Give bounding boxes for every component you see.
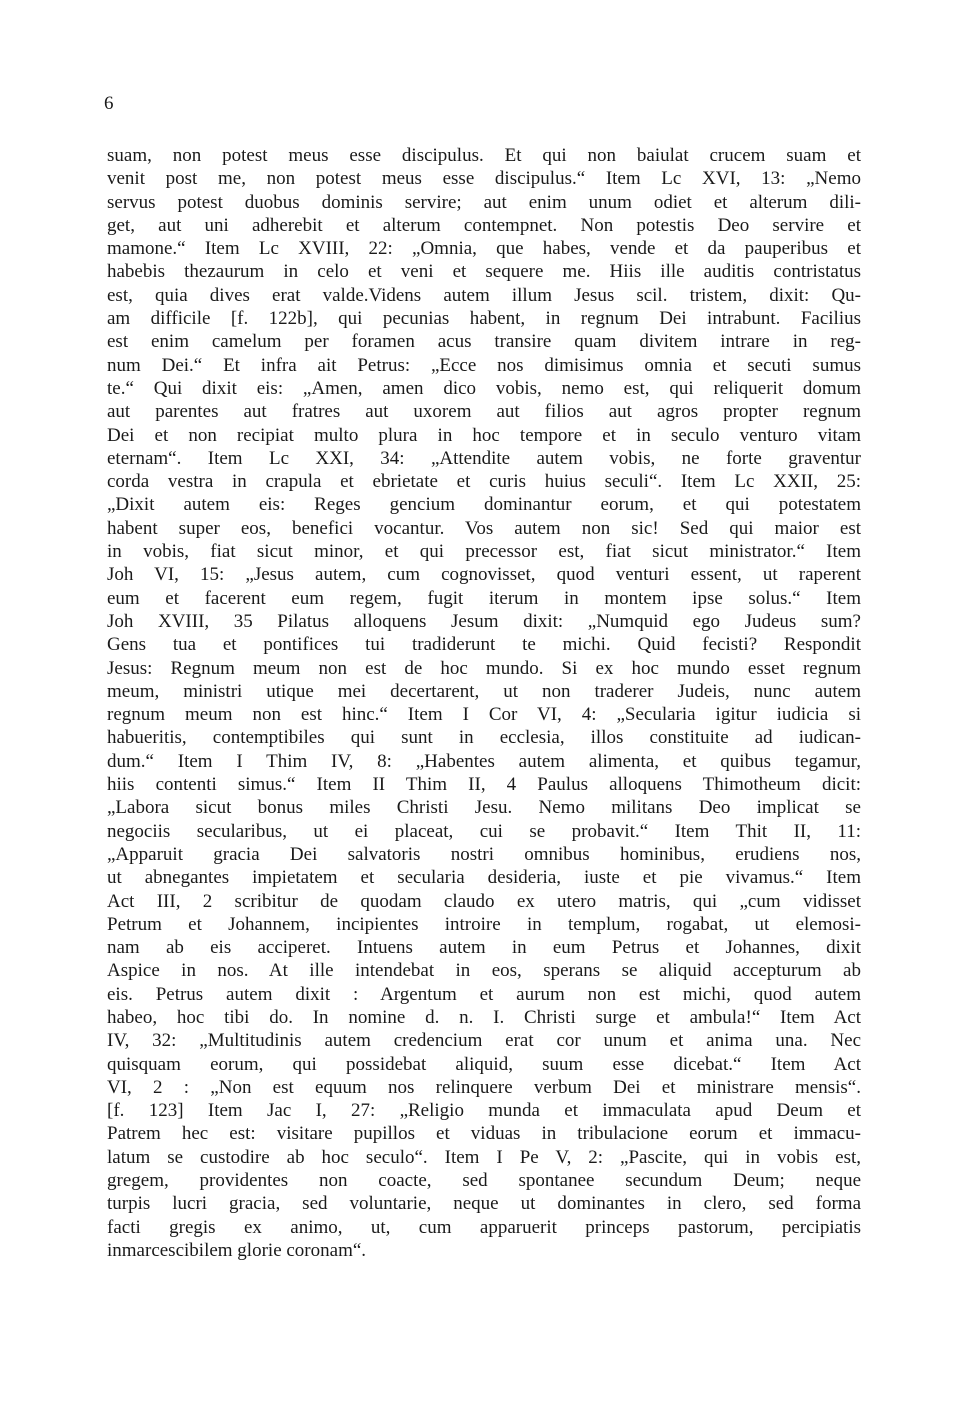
text-line: latum se custodire ab hoc seculo“. Item I Pe V, 2: „Pascite, qui in vobis est,: [107, 1146, 861, 1168]
text-line: get, aut uni adherebit et alterum contempnet. Non potestis Deo servire et: [107, 214, 861, 236]
text-line: Aspice in nos. At ille intendebat in eos, sperans se aliquid accepturum ab: [107, 960, 861, 982]
text-line: hiis contenti simus.“ Item II Thim II, 4 Paulus alloquens Thimotheum dicit:: [107, 774, 861, 796]
text-line: regnum meum non est hinc.“ Item I Cor VI, 4: „Secularia igitur iudicia si: [107, 704, 861, 726]
text-line: meum, ministri utique mei decertarent, ut non traderer Judeis, nunc autem: [107, 680, 861, 702]
text-line: num Dei.“ Et infra ait Petrus: „Ecce nos dimisimus omnia et secuti sumus: [107, 354, 861, 376]
text-line: corda vestra in crapula et ebrietate et curis huius seculi“. Item Lc XXII, 25:: [107, 471, 861, 493]
text-line: Joh VI, 15: „Jesus autem, cum cognovisset, quod venturi essent, ut raperent: [107, 564, 861, 586]
text-line: mamone.“ Item Lc XVIII, 22: „Omnia, que habes, vende et da pauperibus et: [107, 238, 861, 260]
text-line: [f. 123] Item Jac I, 27: „Religio munda et immaculata apud Deum et: [107, 1100, 861, 1122]
text-line: Petrum et Johannem, incipientes introire in templum, rogabat, ut elemosi-: [107, 913, 861, 935]
text-line: eternam“. Item Lc XXI, 34: „Attendite autem vobis, ne forte graventur: [107, 447, 861, 469]
text-line: facti gregis ex animo, ut, cum apparuerit princeps pastorum, percipiatis: [107, 1216, 861, 1238]
text-line: suam, non potest meus esse discipulus. Et qui non baiulat crucem suam et: [107, 145, 861, 166]
text-line: est enim camelum per foramen acus transire quam divitem intrare in reg-: [107, 331, 861, 353]
text-line: Joh XVIII, 35 Pilatus alloquens Jesum dixit: „Numquid ego Judeus sum?: [107, 610, 861, 632]
text-line: ut abnegantes impietatem et secularia desideria, iuste et pie vivamus.“ Item: [107, 867, 861, 889]
text-line: eis. Petrus autem dixit : Argentum et aurum non est michi, quod autem: [107, 983, 861, 1005]
text-line: IV, 32: „Multitudinis autem credencium erat cor unum et anima una. Nec: [107, 1030, 861, 1052]
text-line: Jesus: Regnum meum non est de hoc mundo. Si ex hoc mundo esset regnum: [107, 657, 861, 679]
text-line: inmarcescibilem glorie coronam“.: [107, 1239, 367, 1261]
text-line: quisquam eorum, qui possidebat aliquid, suum esse dicebat.“ Item Act: [107, 1053, 861, 1075]
text-line: VI, 2 : „Non est equum nos relinquere verbum Dei et ministrare mensis“.: [107, 1076, 861, 1098]
text-line: habeo, hoc tibi do. In nomine d. n. I. Christi surge et ambula!“ Item Act: [107, 1006, 861, 1028]
text-line: servus potest duobus dominis servire; aut enim unum odiet et alterum dili-: [107, 191, 861, 213]
text-line: aut parentes aut fratres aut uxorem aut filios aut agros propter regnum: [107, 401, 861, 423]
text-line: Dei et non recipiat multo plura in hoc tempore et in seculo venturo vitam: [107, 424, 861, 446]
text-line: „Dixit autem eis: Reges gencium dominantur eorum, et qui potestatem: [107, 494, 861, 516]
text-line: venit post me, non potest meus esse discipulus.“ Item Lc XVI, 13: „Nemo: [107, 168, 861, 190]
text-line: eum et facerent eum regem, fugit iterum in montem ipse solus.“ Item: [107, 587, 861, 609]
text-line: negociis secularibus, ut ei placeat, cui se probavit.“ Item Thit II, 11:: [107, 820, 861, 842]
text-line: habent super eos, benefici vocantur. Vos autem non sic! Sed qui maior est: [107, 517, 861, 539]
text-line: habebis thezaurum in celo et veni et sequere me. Hiis ille auditis contristatus: [107, 261, 861, 283]
text-line: gregem, providentes non coacte, sed spontanee secundum Deum; neque: [107, 1170, 861, 1192]
text-line: habueritis, contemptibiles qui sunt in ecclesia, illos constituite ad iudican-: [107, 727, 861, 749]
page-number: 6: [104, 93, 114, 114]
text-line: „Apparuit gracia Dei salvatoris nostri omnibus hominibus, erudiens nos,: [107, 843, 861, 865]
body-text: [107, 144, 861, 1262]
text-line: turpis lucri gracia, sed voluntarie, neque ut dominantes in clero, sed forma: [107, 1193, 861, 1215]
text-line: nam ab eis acciperet. Intuens autem in eum Petrus et Johannes, dixit: [107, 937, 861, 959]
text-line: te.“ Qui dixit eis: „Amen, amen dico vobis, nemo est, qui reliquerit domum: [107, 377, 861, 399]
text-line: Gens tua et pontifices tui tradiderunt te michi. Quid fecisti? Respondit: [107, 634, 861, 656]
text-line: dum.“ Item I Thim IV, 8: „Habentes autem alimenta, et quibus tegamur,: [107, 750, 861, 772]
text-line: Act III, 2 scribitur de quodam claudo ex utero matris, qui „cum vidisset: [107, 890, 861, 912]
text-line: in vobis, fiat sicut minor, et qui precessor est, fiat sicut ministrator.“ Item: [107, 541, 861, 563]
text-line: „Labora sicut bonus miles Christi Jesu. Nemo militans Deo implicat se: [107, 797, 861, 819]
text-line: est, quia dives erat valde.Videns autem illum Jesus scil. tristem, dixit: Qu-: [107, 284, 861, 306]
text-line: Patrem hec est: visitare pupillos et viduas in tribulacione eorum et immacu-: [107, 1123, 861, 1145]
text-line: am difficile [f. 122b], qui pecunias habent, in regnum Dei intrabunt. Facilius: [107, 308, 861, 330]
